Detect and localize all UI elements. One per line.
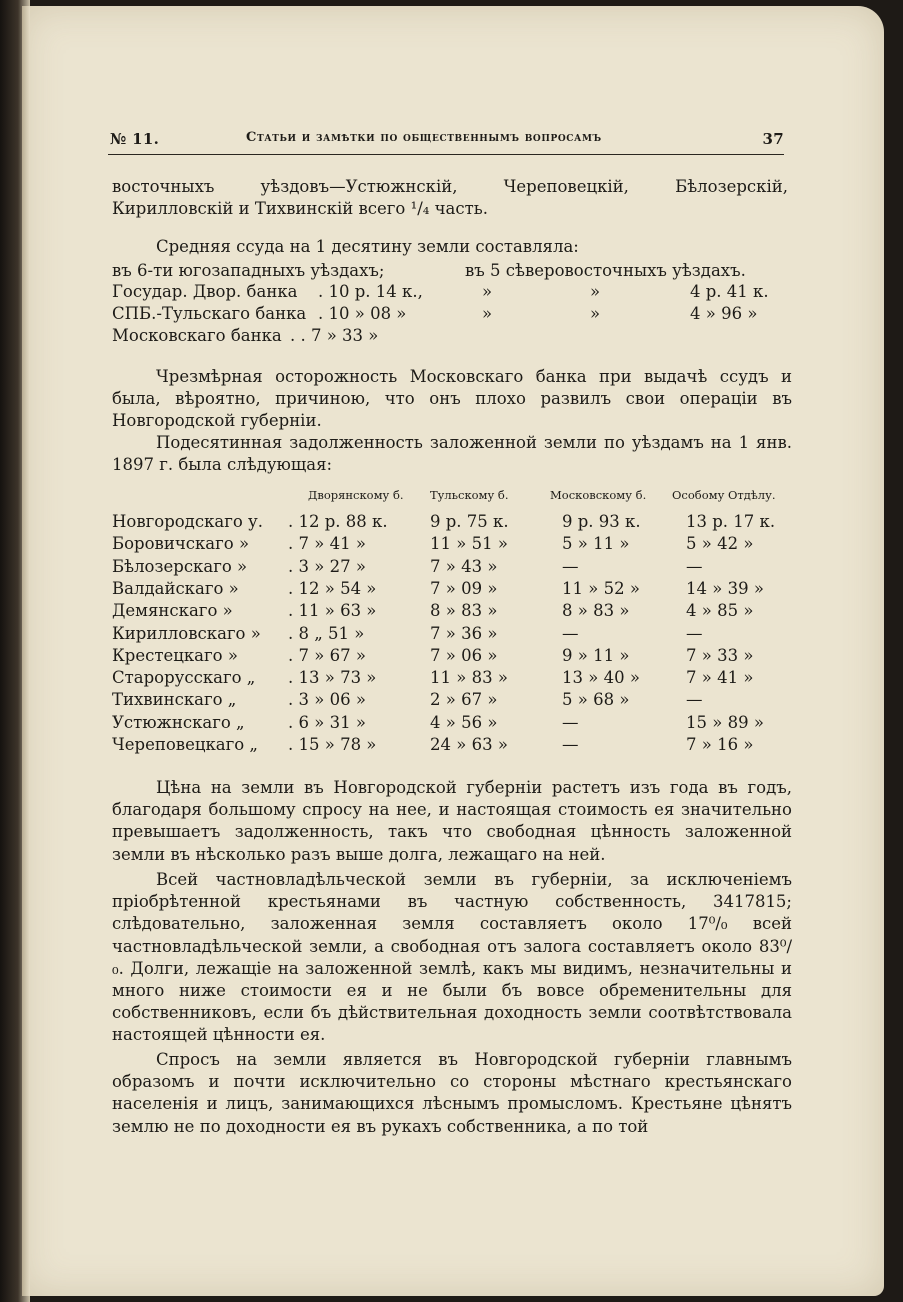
loan-col-left-label: въ 6-ти югозападныхъ уѣздахъ;	[112, 261, 385, 280]
paragraph-1: Чрезмѣрная осторожность Московскаго банка при выдачѣ ссудъ и была, вѣроятно, причиною, что онъ плохо развилъ свои операціи въ Новгородской губерніи.	[112, 367, 792, 431]
district-name: Тихвинскаго „	[112, 690, 237, 710]
district-name: Кирилловскаго »	[112, 623, 261, 643]
debt-value-c1: . 15 » 78 »	[288, 735, 377, 754]
debt-value-c3: 13 » 40 »	[562, 668, 640, 688]
debt-table-row	[0, 735, 903, 757]
loan-row	[0, 304, 903, 326]
loan-ditto: »	[482, 282, 493, 301]
page-number: 37	[762, 130, 784, 148]
loan-bank-name: СПБ.-Тульскаго банка	[112, 304, 307, 323]
paragraph-2: Подесятинная задолженность заложенной земли по уѣздамъ на 1 янв. 1897 г. была слѣдующая:	[112, 433, 792, 475]
district-name: Валдайскаго »	[112, 578, 239, 598]
debt-value-c3: 8 » 83 »	[562, 601, 630, 621]
debt-value-c3: —	[562, 556, 579, 576]
debt-value-c1: . 12 р. 88 к.	[288, 512, 388, 531]
debt-value-c2: 4 » 56 »	[430, 712, 498, 732]
debt-value-c3: 11 » 52 »	[562, 578, 640, 598]
debt-col-header: Дворянскому б.	[308, 488, 404, 502]
intro-paragraph: восточныхъ уѣздовъ—Устюжнскій, Череповецкій, Бѣлозерскій, Кирилловскій и Тихвинскій всего ¹/₄ часть.	[112, 177, 788, 219]
debt-value-c4: 7 » 33 »	[686, 645, 754, 665]
loan-table-heading: Средняя ссуда на 1 десятину земли составляла:	[156, 237, 579, 256]
debt-table-row	[0, 534, 903, 556]
debt-value-c3: 9 р. 93 к.	[562, 512, 641, 531]
debt-table-row	[0, 713, 903, 735]
loan-ditto: »	[590, 304, 601, 323]
loan-left-value: . 10 » 08 »	[318, 304, 407, 323]
debt-value-c3: —	[562, 712, 579, 732]
debt-col-header: Московскому б.	[550, 488, 647, 502]
debt-value-c4: —	[686, 556, 703, 576]
debt-value-c2: 9 р. 75 к.	[430, 512, 509, 531]
district-name: Крестецкаго »	[112, 645, 238, 665]
debt-value-c1: . 3 » 27 »	[288, 556, 366, 576]
debt-value-c4: 5 » 42 »	[686, 534, 754, 554]
debt-table-row	[0, 601, 903, 623]
loan-left-value: . 10 р. 14 к.,	[318, 282, 423, 301]
debt-value-c4: 4 » 85 »	[686, 601, 754, 621]
paragraph-3: Цѣна на земли въ Новгородской губерніи растетъ изъ года въ годъ, благодаря большому спросу на нее, и настоящая стоимость ея значительно превышаетъ задолженность, такъ что свободная цѣнность заложенной земли въ нѣсколько разъ выше долга, лежащаго на ней.	[112, 778, 792, 864]
debt-value-c2: 8 » 83 »	[430, 601, 498, 621]
loan-right-value: 4 » 96 »	[690, 304, 758, 323]
running-header	[108, 130, 784, 154]
paragraph-5: Спросъ на земли является въ Новгородской губерніи главнымъ образомъ и почти исключительно со стороны мѣстнаго крестьянскаго населенія и лицъ, занимающихся лѣснымъ промысломъ. Крестьяне цѣнятъ землю не по доходности ея въ рукахъ собственника, а по той	[112, 1050, 792, 1136]
debt-value-c2: 11 » 51 »	[430, 534, 508, 554]
debt-value-c2: 7 » 09 »	[430, 578, 498, 598]
debt-value-c4: —	[686, 690, 703, 710]
debt-value-c3: 5 » 11 »	[562, 534, 630, 554]
debt-value-c3: 5 » 68 »	[562, 690, 630, 710]
debt-value-c2: 7 » 43 »	[430, 556, 498, 576]
district-name: Старорусскаго „	[112, 668, 256, 688]
header-rule	[108, 154, 784, 155]
debt-value-c4: 7 » 41 »	[686, 668, 754, 688]
running-title: Статьи и замѣтки по общественнымъ вопросамъ	[246, 130, 602, 145]
loan-left-value: . . 7 » 33 »	[290, 326, 379, 345]
debt-table-row	[0, 690, 903, 712]
debt-value-c3: —	[562, 623, 579, 643]
debt-col-header: Тульскому б.	[430, 488, 509, 502]
loan-col-right-label: въ 5 сѣверовосточныхъ уѣздахъ.	[465, 261, 746, 280]
debt-table-row	[0, 624, 903, 646]
debt-table-row	[0, 512, 903, 534]
debt-value-c4: 7 » 16 »	[686, 735, 754, 754]
debt-value-c4: 15 » 89 »	[686, 712, 764, 732]
debt-value-c2: 2 » 67 »	[430, 690, 498, 710]
debt-value-c2: 11 » 83 »	[430, 668, 508, 688]
paragraph-4: Всей частновладѣльческой земли въ губерніи, за исключеніемъ пріобрѣтенной крестьянами въ частную собственность, 3417815; слѣдовательно, заложенная земля составляетъ около 17⁰/₀ всей частновладѣльческой земли, а свободная отъ залога составляетъ около 83⁰/₀. Долги, лежащіе на заложенной землѣ, какъ мы видимъ, незначительны и много ниже стоимости ея и не были бъ вовсе обременительны для собственниковъ, если бъ дѣйствительная доходность земли соотвѣтствовала настоящей цѣнности ея.	[112, 870, 792, 1045]
debt-value-c1: . 6 » 31 »	[288, 712, 366, 732]
district-name: Боровичскаго »	[112, 534, 250, 554]
debt-table-header	[0, 488, 903, 510]
debt-value-c3: —	[562, 735, 579, 754]
district-name: Новгородскаго у.	[112, 512, 264, 531]
debt-value-c2: 24 » 63 »	[430, 735, 508, 754]
debt-table-row	[0, 646, 903, 668]
debt-value-c1: . 7 » 41 »	[288, 534, 366, 554]
district-name: Устюжнскаго „	[112, 712, 245, 732]
debt-value-c1: . 7 » 67 »	[288, 645, 366, 665]
loan-bank-name: Государ. Двор. банка	[112, 282, 298, 301]
debt-table-row	[0, 557, 903, 579]
loan-row	[0, 282, 903, 304]
loan-right-value: 4 р. 41 к.	[690, 282, 769, 301]
loan-row	[0, 326, 903, 348]
loan-bank-name: Московскаго банка	[112, 326, 282, 345]
district-name: Череповецкаго „	[112, 735, 258, 754]
debt-table-row	[0, 579, 903, 601]
debt-col-header: Особому Отдѣлу.	[672, 488, 776, 502]
debt-value-c4: —	[686, 623, 703, 643]
district-name: Демянскаго »	[112, 601, 233, 621]
loan-ditto: »	[590, 282, 601, 301]
district-name: Бѣлозерскаго »	[112, 556, 248, 576]
debt-value-c4: 13 р. 17 к.	[686, 512, 776, 531]
debt-value-c1: . 3 » 06 »	[288, 690, 366, 710]
debt-value-c1: . 11 » 63 »	[288, 601, 377, 621]
issue-number: № 11.	[110, 130, 160, 148]
debt-value-c2: 7 » 36 »	[430, 623, 498, 643]
debt-value-c2: 7 » 06 »	[430, 645, 498, 665]
debt-value-c3: 9 » 11 »	[562, 645, 630, 665]
debt-table-row	[0, 668, 903, 690]
debt-value-c1: . 8 „ 51 »	[288, 623, 365, 643]
debt-value-c1: . 13 » 73 »	[288, 668, 377, 688]
debt-value-c4: 14 » 39 »	[686, 578, 764, 598]
loan-ditto: »	[482, 304, 493, 323]
debt-value-c1: . 12 » 54 »	[288, 578, 377, 598]
